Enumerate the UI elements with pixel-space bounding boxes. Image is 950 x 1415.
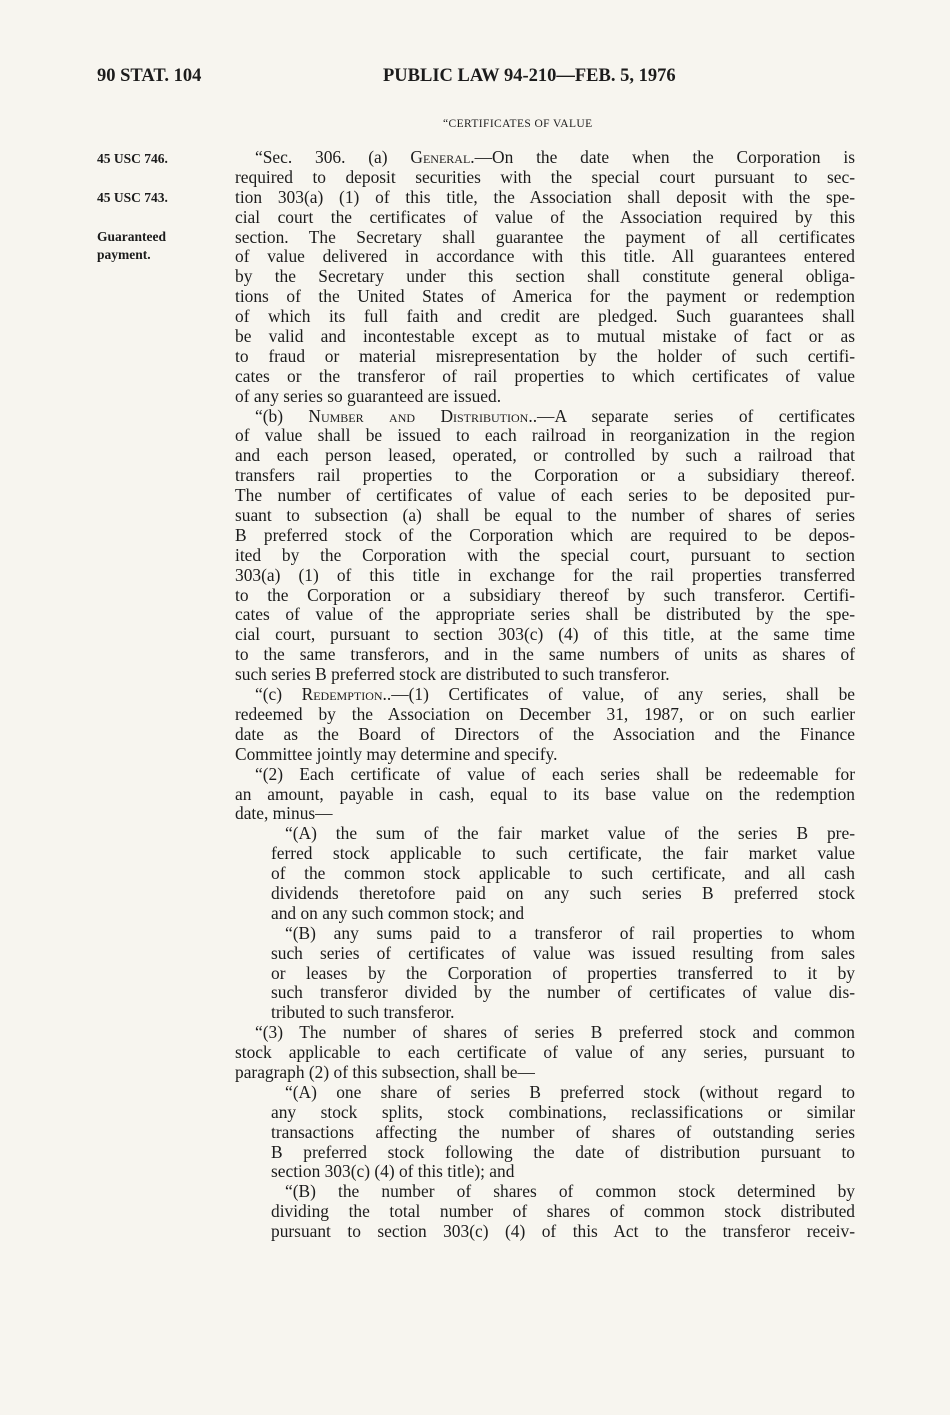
text-line: dividing the total number of shares of common stock distributed: [271, 1201, 855, 1222]
text-line: to the same transferors, and in the same numbers of units as shares of: [235, 644, 855, 665]
text-line: ited by the Corporation with the special court, pursuant to section: [235, 544, 855, 565]
text-line: cates of value of the appropriate series shall be distributed by the spe-: [235, 604, 855, 625]
text-line: paragraph (2) of this subsection, shall be—: [235, 1061, 535, 1082]
text-line: cates or the transferor of rail properties to which certificates of value: [235, 365, 855, 386]
page-header: [97, 66, 857, 90]
text-line: tributed to such transferor.: [271, 1002, 455, 1023]
text-line: section. The Secretary shall guarantee the payment of all certificates: [235, 226, 855, 247]
text-line: required to deposit securities with the special court pursuant to sec-: [235, 166, 855, 187]
text-line: transactions affecting the number of shares of outstanding series: [271, 1121, 855, 1142]
text-line: and each person leased, operated, or controlled by such a railroad that: [235, 445, 855, 466]
text-line: any stock splits, stock combinations, reclassifications or similar: [271, 1101, 855, 1122]
statute-body: [235, 148, 855, 1242]
text-line: cial court, pursuant to section 303(c) (4) of this title, at the same time: [235, 624, 855, 645]
public-law-title: PUBLIC LAW 94-210—FEB. 5, 1976: [383, 66, 676, 86]
text-line: tions of the United States of America for the payment or redemption: [235, 286, 855, 307]
text-line: “(A) the sum of the fair market value of the series B pre-: [285, 823, 855, 844]
text-line: to the Corporation or a subsidiary thereof by such transferor. Certifi-: [235, 584, 855, 605]
text-line: section 303(c) (4) of this title); and: [271, 1161, 515, 1182]
text-line: such series B preferred stock are distributed to such transferor.: [235, 664, 670, 685]
text-line: or leases by the Corporation of properties transferred to it by: [271, 962, 855, 983]
text-line: cial court the certificates of value of the Association required by this: [235, 206, 855, 227]
subsection-heading: Redemption.: [301, 684, 387, 705]
text-line: “(B) the number of shares of common stock determined by: [285, 1181, 855, 1202]
subsection-heading: General.: [410, 147, 475, 167]
text-line: dividends theretofore paid on any such series B preferred stock: [271, 882, 855, 903]
text-line: of value shall be issued to each railroad in reorganization in the region: [235, 425, 855, 446]
text-line: and on any such common stock; and: [271, 902, 525, 923]
text-line: pursuant to section 303(c) (4) of this Act to the transferor receiv-: [271, 1221, 855, 1242]
text-line: date as the Board of Directors of the Association and the Finance: [235, 723, 855, 744]
text-line: ferred stock applicable to such certificate, the fair market value: [271, 843, 855, 864]
text-line: of any series so guaranteed are issued.: [235, 385, 502, 406]
section-heading: “CERTIFICATES OF VALUE: [443, 118, 593, 130]
text-line: redeemed by the Association on December 31, 1987, or on such earlier: [235, 703, 855, 724]
text-line: date, minus—: [235, 803, 333, 824]
text-line: of the common stock applicable to such certificate, and all cash: [271, 863, 855, 884]
text-line: stock applicable to each certificate of value of any series, pursuant to: [235, 1042, 855, 1063]
text-line: 303(a) (1) of this title in exchange for the rail properties transferred: [235, 564, 855, 585]
section-number: “Sec. 306. (a): [255, 147, 411, 167]
text-line: suant to subsection (a) shall be equal to the number of shares of series: [235, 505, 855, 526]
stat-page-number: 90 STAT. 104: [97, 66, 202, 86]
text-line: “(B) any sums paid to a transferor of rail properties to whom: [285, 922, 855, 943]
text-line: “(A) one share of series B preferred stock (without regard to: [285, 1081, 855, 1102]
text-line: by the Secretary under this section shall constitute general obliga-: [235, 266, 855, 287]
text-line: of value delivered in accordance with this title. All guarantees entered: [235, 246, 855, 267]
text-line: transfers rail properties to the Corporation or a subsidiary thereof.: [235, 465, 855, 486]
text-line: tion 303(a) (1) of this title, the Association shall deposit with the spe-: [235, 186, 855, 207]
text-line: to fraud or material misrepresentation by the holder of such certifi-: [235, 345, 855, 366]
margin-note-label: payment.: [97, 247, 151, 262]
text-line: “(2) Each certificate of value of each series shall be redeemable for: [255, 763, 855, 784]
text-line: “(c) Redemption..—(1) Certificates of value, of any series, shall be: [255, 684, 855, 705]
subsection-heading: Number and Distribution.: [308, 405, 533, 426]
margin-note-citation: 45 USC 743.: [97, 190, 168, 205]
text-line: B preferred stock of the Corporation which are required to be depos-: [235, 524, 855, 545]
text-line: an amount, payable in cash, equal to its base value on the redemption: [235, 783, 855, 804]
text-line: B preferred stock following the date of distribution pursuant to: [271, 1141, 855, 1162]
text-line: of which its full faith and credit are pledged. Such guarantees shall: [235, 306, 855, 327]
text-line: “(b) Number and Distribution..—A separate series of certificates: [255, 405, 855, 426]
margin-note-label: Guaranteed: [97, 229, 166, 244]
text-line: “Sec. 306. (a) General.—On the date when the Corporation is: [255, 147, 855, 167]
text-line: Committee jointly may determine and specify.: [235, 743, 558, 764]
text-line: such transferor divided by the number of certificates of value dis-: [271, 982, 855, 1003]
text-line: such series of certificates of value was issued resulting from sales: [271, 942, 855, 963]
margin-note-citation: 45 USC 746.: [97, 151, 168, 166]
text-line: The number of certificates of value of each series to be deposited pur-: [235, 485, 855, 506]
text-line: “(3) The number of shares of series B preferred stock and common: [255, 1022, 855, 1043]
text-line: be valid and incontestable except as to mutual mistake of fact or as: [235, 326, 855, 347]
